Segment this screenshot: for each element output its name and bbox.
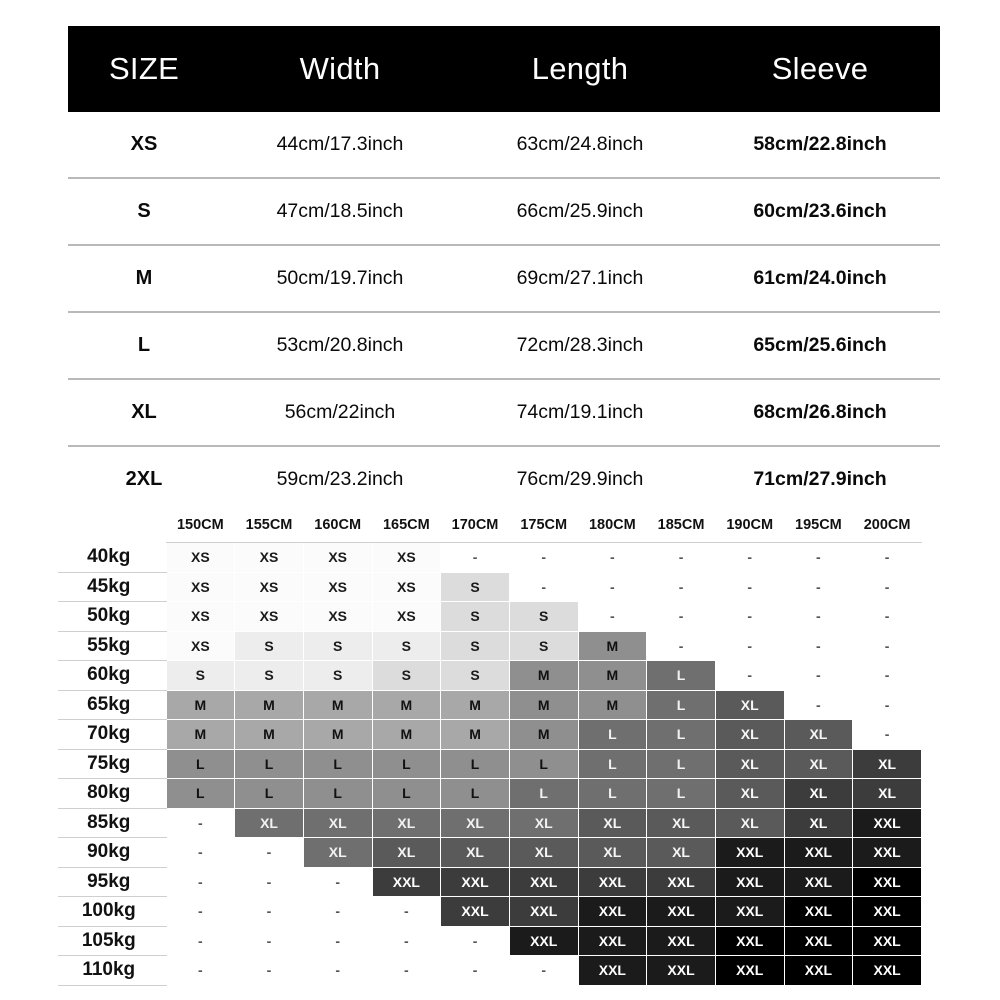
column-header-size: SIZE xyxy=(68,26,220,112)
column-header-sleeve: Sleeve xyxy=(700,26,940,112)
matrix-cell: - xyxy=(303,867,372,897)
matrix-cell: XL xyxy=(372,808,441,838)
matrix-cell: L xyxy=(578,779,647,809)
matrix-cell: - xyxy=(166,838,235,868)
matrix-cell: - xyxy=(715,572,784,602)
cell-size: XS xyxy=(68,112,220,178)
matrix-cell: XXL xyxy=(441,897,510,927)
matrix-column-header: 185CM xyxy=(647,508,716,543)
matrix-row xyxy=(58,720,922,750)
matrix-cell: XL xyxy=(509,808,578,838)
matrix-cell: XL xyxy=(578,808,647,838)
cell-length: 72cm/28.3inch xyxy=(460,312,700,379)
matrix-cell: S xyxy=(372,631,441,661)
matrix-column-header: 200CM xyxy=(853,508,922,543)
matrix-cell: XXL xyxy=(784,838,853,868)
matrix-cell: XXL xyxy=(509,926,578,956)
matrix-cell: - xyxy=(303,926,372,956)
matrix-cell: - xyxy=(166,956,235,986)
cell-sleeve: 58cm/22.8inch xyxy=(700,112,940,178)
matrix-cell: - xyxy=(784,661,853,691)
matrix-cell: S xyxy=(441,572,510,602)
matrix-cell: XXL xyxy=(647,956,716,986)
table-row xyxy=(68,245,940,312)
matrix-cell: XL xyxy=(784,720,853,750)
matrix-row xyxy=(58,808,922,838)
matrix-cell: - xyxy=(715,661,784,691)
matrix-cell: - xyxy=(853,602,922,632)
matrix-cell: - xyxy=(715,543,784,573)
matrix-cell: XL xyxy=(647,808,716,838)
table-header-row xyxy=(68,26,940,112)
column-header-width: Width xyxy=(220,26,460,112)
matrix-cell: - xyxy=(578,602,647,632)
matrix-row xyxy=(58,602,922,632)
matrix-row xyxy=(58,661,922,691)
matrix-row xyxy=(58,838,922,868)
matrix-row xyxy=(58,926,922,956)
matrix-cell: XS xyxy=(303,602,372,632)
matrix-cell: - xyxy=(715,602,784,632)
matrix-cell: - xyxy=(166,926,235,956)
matrix-cell: L xyxy=(303,779,372,809)
matrix-cell: S xyxy=(303,661,372,691)
matrix-row xyxy=(58,749,922,779)
matrix-row-header: 60kg xyxy=(58,661,166,691)
matrix-cell: XS xyxy=(372,602,441,632)
matrix-cell: L xyxy=(509,779,578,809)
matrix-column-header: 180CM xyxy=(578,508,647,543)
column-header-length: Length xyxy=(460,26,700,112)
matrix-cell: L xyxy=(235,749,304,779)
cell-length: 74cm/19.1inch xyxy=(460,379,700,446)
matrix-cell: XXL xyxy=(715,838,784,868)
matrix-corner-cell xyxy=(58,508,166,543)
matrix-cell: S xyxy=(441,602,510,632)
matrix-cell: XS xyxy=(166,631,235,661)
matrix-cell: - xyxy=(372,956,441,986)
matrix-column-header: 175CM xyxy=(509,508,578,543)
matrix-cell: L xyxy=(578,720,647,750)
matrix-cell: - xyxy=(166,867,235,897)
matrix-cell: XL xyxy=(647,838,716,868)
matrix-column-header: 195CM xyxy=(784,508,853,543)
matrix-cell: XL xyxy=(441,808,510,838)
matrix-cell: M xyxy=(235,720,304,750)
matrix-cell: - xyxy=(784,631,853,661)
cell-size: L xyxy=(68,312,220,379)
measurement-table-header xyxy=(68,26,940,112)
matrix-cell: L xyxy=(509,749,578,779)
matrix-cell: - xyxy=(441,926,510,956)
matrix-cell: XXL xyxy=(784,897,853,927)
matrix-cell: - xyxy=(715,631,784,661)
matrix-cell: L xyxy=(647,661,716,691)
matrix-cell: S xyxy=(372,661,441,691)
cell-size: M xyxy=(68,245,220,312)
table-row xyxy=(68,312,940,379)
matrix-row-header: 85kg xyxy=(58,808,166,838)
matrix-cell: M xyxy=(372,690,441,720)
matrix-cell: M xyxy=(509,661,578,691)
matrix-column-header: 190CM xyxy=(715,508,784,543)
cell-width: 50cm/19.7inch xyxy=(220,245,460,312)
matrix-cell: XXL xyxy=(647,867,716,897)
matrix-cell: M xyxy=(509,690,578,720)
matrix-body xyxy=(58,543,922,986)
matrix-cell: - xyxy=(372,926,441,956)
matrix-row-header: 50kg xyxy=(58,602,166,632)
matrix-cell: XXL xyxy=(372,867,441,897)
matrix-cell: M xyxy=(166,720,235,750)
matrix-cell: XXL xyxy=(578,867,647,897)
matrix-cell: XXL xyxy=(441,867,510,897)
matrix-cell: XS xyxy=(303,543,372,573)
matrix-cell: - xyxy=(235,897,304,927)
matrix-cell: L xyxy=(647,749,716,779)
cell-sleeve: 65cm/25.6inch xyxy=(700,312,940,379)
matrix-cell: XL xyxy=(715,808,784,838)
matrix-cell: - xyxy=(509,572,578,602)
matrix-cell: XS xyxy=(235,602,304,632)
cell-width: 47cm/18.5inch xyxy=(220,178,460,245)
cell-size: S xyxy=(68,178,220,245)
matrix-cell: - xyxy=(647,572,716,602)
matrix-cell: XS xyxy=(166,543,235,573)
matrix-cell: XXL xyxy=(509,867,578,897)
matrix-cell: XL xyxy=(509,838,578,868)
matrix-cell: S xyxy=(303,631,372,661)
matrix-cell: XXL xyxy=(784,956,853,986)
matrix-cell: - xyxy=(235,956,304,986)
matrix-cell: - xyxy=(303,956,372,986)
matrix-row xyxy=(58,867,922,897)
matrix-row xyxy=(58,572,922,602)
matrix-header xyxy=(58,508,922,543)
matrix-column-header: 170CM xyxy=(441,508,510,543)
matrix-row-header: 75kg xyxy=(58,749,166,779)
matrix-cell: M xyxy=(303,690,372,720)
matrix-row-header: 45kg xyxy=(58,572,166,602)
matrix-cell: L xyxy=(441,779,510,809)
matrix-cell: XL xyxy=(853,749,922,779)
matrix-cell: - xyxy=(853,631,922,661)
matrix-cell: - xyxy=(509,956,578,986)
matrix-cell: - xyxy=(578,543,647,573)
matrix-cell: XL xyxy=(853,779,922,809)
matrix-cell: M xyxy=(303,720,372,750)
matrix-cell: - xyxy=(853,720,922,750)
matrix-cell: - xyxy=(647,543,716,573)
matrix-cell: - xyxy=(853,661,922,691)
height-weight-matrix xyxy=(58,508,922,986)
matrix-cell: XXL xyxy=(715,956,784,986)
matrix-column-header: 160CM xyxy=(303,508,372,543)
height-weight-matrix-container xyxy=(58,508,922,986)
matrix-cell: XL xyxy=(784,749,853,779)
matrix-cell: L xyxy=(372,779,441,809)
matrix-cell: XXL xyxy=(715,926,784,956)
matrix-cell: XL xyxy=(784,779,853,809)
matrix-row xyxy=(58,543,922,573)
matrix-cell: L xyxy=(647,690,716,720)
matrix-cell: XXL xyxy=(784,867,853,897)
matrix-cell: - xyxy=(784,690,853,720)
matrix-cell: XS xyxy=(372,572,441,602)
matrix-cell: S xyxy=(235,661,304,691)
matrix-cell: L xyxy=(647,720,716,750)
measurement-table xyxy=(68,26,940,512)
matrix-cell: XS xyxy=(372,543,441,573)
matrix-cell: M xyxy=(441,690,510,720)
matrix-row xyxy=(58,897,922,927)
matrix-cell: L xyxy=(372,749,441,779)
matrix-cell: - xyxy=(784,543,853,573)
matrix-cell: S xyxy=(235,631,304,661)
matrix-row xyxy=(58,779,922,809)
matrix-cell: M xyxy=(509,720,578,750)
matrix-cell: XL xyxy=(715,720,784,750)
cell-size: 2XL xyxy=(125,468,163,490)
matrix-cell: - xyxy=(441,956,510,986)
matrix-column-header: 150CM xyxy=(166,508,235,543)
table-row xyxy=(68,178,940,245)
matrix-row-header: 80kg xyxy=(58,779,166,809)
matrix-cell: - xyxy=(853,543,922,573)
matrix-cell: - xyxy=(853,690,922,720)
matrix-cell: - xyxy=(235,838,304,868)
matrix-cell: XS xyxy=(166,602,235,632)
matrix-cell: XL xyxy=(441,838,510,868)
cell-sleeve: 60cm/23.6inch xyxy=(700,178,940,245)
matrix-cell: S xyxy=(441,631,510,661)
matrix-cell: L xyxy=(303,749,372,779)
matrix-cell: - xyxy=(853,572,922,602)
matrix-cell: S xyxy=(509,631,578,661)
matrix-cell: XXL xyxy=(853,926,922,956)
matrix-cell: - xyxy=(647,631,716,661)
cell-sleeve: 61cm/24.0inch xyxy=(700,245,940,312)
matrix-cell: XL xyxy=(235,808,304,838)
matrix-row-header: 110kg xyxy=(58,956,166,986)
matrix-cell: - xyxy=(303,897,372,927)
matrix-cell: XXL xyxy=(578,897,647,927)
matrix-cell: - xyxy=(784,602,853,632)
matrix-cell: XL xyxy=(303,838,372,868)
matrix-cell: XXL xyxy=(578,956,647,986)
matrix-column-header: 165CM xyxy=(372,508,441,543)
measurement-table-body xyxy=(68,112,940,512)
matrix-cell: XXL xyxy=(853,838,922,868)
cell-length: 63cm/24.8inch xyxy=(460,112,700,178)
cell-sleeve: 71cm/27.9inch xyxy=(753,468,887,490)
matrix-header-row xyxy=(58,508,922,543)
matrix-cell: XXL xyxy=(647,897,716,927)
matrix-cell: - xyxy=(235,867,304,897)
matrix-cell: M xyxy=(372,720,441,750)
matrix-cell: L xyxy=(166,749,235,779)
matrix-cell: - xyxy=(647,602,716,632)
matrix-cell: L xyxy=(578,749,647,779)
matrix-cell: L xyxy=(441,749,510,779)
matrix-cell: L xyxy=(235,779,304,809)
cell-sleeve: 68cm/26.8inch xyxy=(700,379,940,446)
cell-width: 53cm/20.8inch xyxy=(220,312,460,379)
matrix-row xyxy=(58,956,922,986)
matrix-cell: XS xyxy=(235,543,304,573)
matrix-row xyxy=(58,690,922,720)
matrix-cell: XXL xyxy=(715,897,784,927)
matrix-cell: L xyxy=(647,779,716,809)
cell-width: 44cm/17.3inch xyxy=(220,112,460,178)
matrix-cell: XS xyxy=(303,572,372,602)
cell-length: 76cm/29.9inch xyxy=(516,468,644,490)
cell-width: 59cm/23.2inch xyxy=(276,468,404,490)
matrix-row xyxy=(58,631,922,661)
matrix-cell: XXL xyxy=(853,808,922,838)
matrix-cell: XL xyxy=(715,779,784,809)
matrix-cell: L xyxy=(166,779,235,809)
matrix-cell: M xyxy=(578,661,647,691)
matrix-cell: XL xyxy=(715,749,784,779)
matrix-row-header: 70kg xyxy=(58,720,166,750)
matrix-column-header: 155CM xyxy=(235,508,304,543)
matrix-cell: - xyxy=(509,543,578,573)
matrix-cell: XS xyxy=(166,572,235,602)
table-row xyxy=(68,379,940,446)
matrix-cell: XL xyxy=(715,690,784,720)
matrix-cell: XXL xyxy=(647,926,716,956)
matrix-cell: - xyxy=(166,808,235,838)
matrix-row-header: 40kg xyxy=(58,543,166,573)
table-row xyxy=(68,446,940,512)
matrix-cell: M xyxy=(578,631,647,661)
matrix-cell: M xyxy=(166,690,235,720)
matrix-cell: XL xyxy=(372,838,441,868)
cell-size: XL xyxy=(68,379,220,446)
matrix-cell: XL xyxy=(784,808,853,838)
matrix-cell: XXL xyxy=(784,926,853,956)
table-row xyxy=(68,112,940,178)
matrix-cell: M xyxy=(441,720,510,750)
matrix-cell: - xyxy=(441,543,510,573)
matrix-cell: - xyxy=(235,926,304,956)
matrix-cell: XXL xyxy=(853,897,922,927)
matrix-cell: - xyxy=(166,897,235,927)
matrix-cell: XXL xyxy=(578,926,647,956)
matrix-cell: S xyxy=(166,661,235,691)
matrix-row-header: 55kg xyxy=(58,631,166,661)
matrix-row-header: 65kg xyxy=(58,690,166,720)
matrix-cell: XXL xyxy=(853,867,922,897)
matrix-cell: XXL xyxy=(509,897,578,927)
matrix-cell: - xyxy=(578,572,647,602)
matrix-cell: - xyxy=(784,572,853,602)
matrix-cell: XL xyxy=(303,808,372,838)
matrix-row-header: 95kg xyxy=(58,867,166,897)
matrix-cell: S xyxy=(441,661,510,691)
matrix-cell: XS xyxy=(235,572,304,602)
cell-length: 66cm/25.9inch xyxy=(460,178,700,245)
matrix-cell: XL xyxy=(578,838,647,868)
matrix-cell: S xyxy=(509,602,578,632)
matrix-cell: XXL xyxy=(853,956,922,986)
matrix-row-header: 105kg xyxy=(58,926,166,956)
matrix-cell: M xyxy=(578,690,647,720)
matrix-cell: - xyxy=(372,897,441,927)
cell-length: 69cm/27.1inch xyxy=(460,245,700,312)
matrix-row-header: 90kg xyxy=(58,838,166,868)
matrix-row-header: 100kg xyxy=(58,897,166,927)
matrix-cell: XXL xyxy=(715,867,784,897)
cell-width: 56cm/22inch xyxy=(220,379,460,446)
matrix-cell: M xyxy=(235,690,304,720)
